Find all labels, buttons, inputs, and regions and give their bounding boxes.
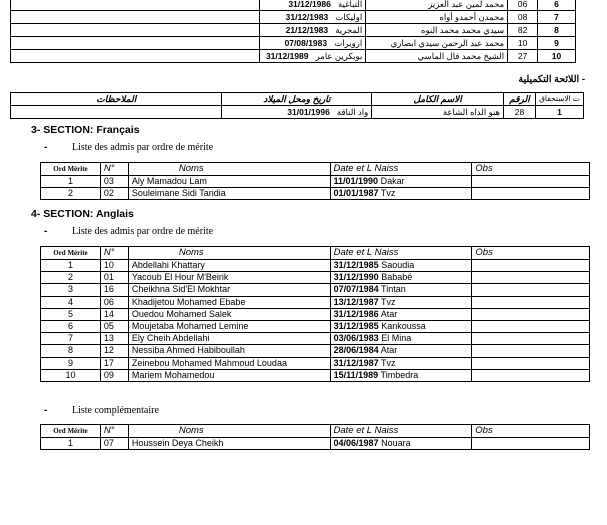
obs-cell	[472, 369, 590, 381]
birth-date: 28/06/1984	[333, 345, 379, 356]
table-row	[11, 106, 584, 119]
birth-date: 07/07/1984	[333, 284, 379, 295]
birth-cell	[222, 106, 372, 119]
birth-date: 31/12/1987	[333, 357, 379, 368]
birth-place: Tintan	[381, 284, 406, 295]
birth-date: 31/01/1996	[287, 107, 330, 117]
birth-cell	[260, 11, 366, 24]
ord-cell: 5	[41, 308, 101, 320]
name-cell: Souleimane Sidi Tandia	[128, 188, 330, 200]
num-cell: 03	[100, 176, 128, 188]
num-cell: 06	[508, 0, 538, 11]
name-cell: محمدن أحمدو أواه	[366, 11, 508, 24]
num-cell: 12	[100, 345, 128, 357]
birth-cell	[260, 0, 366, 11]
notes-cell	[11, 106, 222, 119]
table-row	[11, 50, 576, 63]
table-row	[41, 369, 590, 381]
birth-cell	[330, 272, 472, 284]
table-row	[41, 333, 590, 345]
birth-date: 31/12/1985	[333, 321, 379, 332]
table-row	[41, 260, 590, 272]
obs-cell	[472, 345, 590, 357]
ord-cell: 1	[41, 176, 101, 188]
rank-cell: 10	[538, 50, 576, 63]
table-row	[41, 272, 590, 284]
table-row	[41, 308, 590, 320]
ord-cell: 4	[41, 296, 101, 308]
birth-date: 04/06/1987	[333, 438, 379, 448]
num-cell: 82	[508, 24, 538, 37]
anglais-list-title: - Liste des admis par ordre de mérite	[44, 226, 214, 237]
header-obs: Obs	[472, 425, 590, 438]
num-cell: 08	[508, 11, 538, 24]
birth-date: 15/11/1989	[333, 369, 379, 380]
num-cell: 07	[100, 438, 128, 450]
bullet-dash: -	[44, 142, 48, 153]
num-cell: 09	[100, 369, 128, 381]
num-cell: 01	[100, 272, 128, 284]
num-cell: 14	[100, 308, 128, 320]
birth-cell	[330, 333, 472, 345]
obs-cell	[472, 308, 590, 320]
table-row	[41, 284, 590, 296]
num-cell: 02	[100, 188, 128, 200]
birth-date: 31/12/1983	[285, 12, 329, 22]
table-row	[41, 357, 590, 369]
header-name: Noms	[128, 247, 330, 260]
num-cell: 10	[100, 260, 128, 272]
birth-place: Kankoussa	[381, 321, 426, 332]
header-num: الرقم	[504, 93, 536, 106]
birth-cell	[330, 345, 472, 357]
name-cell: Aly Mamadou Lam	[128, 176, 330, 188]
birth-date: 31/12/1986	[288, 0, 331, 9]
notes-cell	[11, 11, 260, 24]
table-row	[11, 0, 576, 11]
ord-cell: 6	[41, 321, 101, 333]
table-row	[11, 37, 576, 50]
header-name: Noms	[128, 425, 330, 438]
section-anglais-title: 4- SECTION: Anglais	[31, 208, 134, 220]
birth-place: Tvz	[380, 188, 396, 199]
header-obs: Obs	[472, 247, 590, 260]
section-francais-title: 3- SECTION: Français	[31, 124, 140, 136]
birth-place: اوليكات	[335, 12, 363, 22]
notes-cell	[11, 37, 260, 50]
obs-cell	[472, 272, 590, 284]
header-birth: تاريخ ومحل الميلاد	[222, 93, 372, 106]
num-cell: 05	[100, 321, 128, 333]
num-cell: 27	[508, 50, 538, 63]
birth-cell	[330, 321, 472, 333]
name-cell: Ouedou Mohamed Salek	[128, 308, 330, 320]
birth-date: 01/01/1987	[333, 188, 379, 199]
name-cell: Abdellahi Khattary	[128, 260, 330, 272]
rank-cell: 7	[538, 11, 576, 24]
name-cell: الشيخ محمد فال الماسي	[366, 50, 508, 63]
birth-place: واد الناقة	[336, 107, 369, 117]
ord-cell: 2	[41, 272, 101, 284]
birth-place: Timbedra	[380, 369, 419, 380]
obs-cell	[472, 188, 590, 200]
birth-cell	[260, 50, 366, 63]
birth-date: 21/12/1983	[285, 25, 329, 35]
birth-date: 13/12/1987	[333, 296, 379, 307]
num-cell: 17	[100, 357, 128, 369]
rank-cell: 6	[538, 0, 576, 11]
birth-place: Saoudia	[381, 260, 415, 270]
birth-date: 07/08/1983	[284, 38, 328, 48]
ord-cell: 3	[41, 284, 101, 296]
birth-cell	[330, 296, 472, 308]
bullet-dash: -	[44, 226, 48, 237]
table-row	[41, 188, 590, 200]
anglais-complementary-title: - Liste complémentaire	[44, 405, 159, 416]
birth-cell	[260, 24, 366, 37]
num-cell: 06	[100, 296, 128, 308]
obs-cell	[472, 176, 590, 188]
header-date: Date et L Naiss	[330, 163, 472, 176]
name-cell: Cheikhna Sid'El Mokhtar	[128, 284, 330, 296]
birth-date: 31/12/1986	[333, 308, 379, 319]
header-date: Date et L Naiss	[330, 247, 472, 260]
table-row	[41, 176, 590, 188]
header-name: Noms	[128, 163, 330, 176]
bullet-dash: -	[44, 405, 48, 416]
francais-table	[40, 162, 590, 200]
header-ord: Ord Mérite	[41, 425, 101, 438]
header-merit: ت الاستحقاق	[536, 93, 584, 106]
name-cell: Yacoub El Hour M'Beirik	[128, 272, 330, 284]
birth-cell	[330, 260, 472, 272]
birth-place: ازويرات	[334, 38, 363, 48]
birth-place: Nouara	[381, 438, 411, 448]
table-row	[41, 438, 590, 450]
birth-cell	[330, 176, 472, 188]
birth-place: التباغية	[337, 0, 363, 9]
name-cell: Khadijetou Mohamed Ebabe	[128, 296, 330, 308]
birth-cell	[330, 369, 472, 381]
birth-cell	[260, 37, 366, 50]
header-ord: Ord Mérite	[41, 247, 101, 260]
obs-cell	[472, 284, 590, 296]
rank-cell: 9	[538, 37, 576, 50]
birth-place: المجرية	[335, 25, 363, 35]
name-cell: Moujetaba Mohamed Lemine	[128, 321, 330, 333]
francais-list-title: - Liste des admis par ordre de mérite	[44, 142, 214, 153]
table-row	[41, 321, 590, 333]
obs-cell	[472, 438, 590, 450]
num-cell: 16	[100, 284, 128, 296]
birth-cell	[330, 308, 472, 320]
table-row	[41, 296, 590, 308]
obs-cell	[472, 333, 590, 345]
table-row	[11, 11, 576, 24]
header-obs: Obs	[472, 163, 590, 176]
birth-place: El Mina	[381, 333, 412, 344]
obs-cell	[472, 357, 590, 369]
birth-place: Tvz	[381, 296, 396, 307]
ord-cell: 2	[41, 188, 101, 200]
birth-date: 31/12/1989	[265, 51, 309, 61]
name-cell: محمد عبد الرحمن سيدي ابصاري	[366, 37, 508, 50]
anglais-complementary-table	[40, 424, 590, 450]
header-num: N°	[100, 163, 128, 176]
ord-cell: 10	[41, 369, 101, 381]
arabic-complementary-title: - اللائحة التكميلية	[518, 74, 585, 85]
birth-cell	[330, 357, 472, 369]
birth-cell	[330, 188, 472, 200]
ord-cell: 8	[41, 345, 101, 357]
num-cell: 13	[100, 333, 128, 345]
num-cell: 28	[504, 106, 536, 119]
header-num: N°	[100, 425, 128, 438]
birth-cell	[330, 438, 472, 450]
birth-date: 11/01/1990	[333, 176, 379, 186]
birth-date: 31/12/1990	[333, 272, 379, 283]
table-row	[11, 24, 576, 37]
header-ord: Ord Mérite	[41, 163, 101, 176]
obs-cell	[472, 260, 590, 272]
birth-place: Atar	[380, 308, 398, 319]
rank-cell: 8	[538, 24, 576, 37]
name-cell: هنو الداه الشاعة	[372, 106, 504, 119]
ord-cell: 1	[41, 438, 101, 450]
ord-cell: 9	[41, 357, 101, 369]
obs-cell	[472, 296, 590, 308]
header-num: N°	[100, 247, 128, 260]
notes-cell	[11, 24, 260, 37]
notes-cell	[11, 0, 260, 11]
birth-place: Tvz	[381, 357, 396, 368]
header-notes: الملاحظات	[11, 93, 222, 106]
header-date: Date et L Naiss	[330, 425, 472, 438]
name-cell: Zeinebou Mohamed Mahmoud Loudaa	[128, 357, 330, 369]
birth-place: Dakar	[380, 176, 405, 186]
notes-cell	[11, 50, 260, 63]
obs-cell	[472, 321, 590, 333]
name-cell: Ely Cheih Abdellahi	[128, 333, 330, 345]
birth-cell	[330, 284, 472, 296]
arabic-complementary-table	[10, 92, 584, 119]
ord-cell: 7	[41, 333, 101, 345]
name-cell: Nessiba Ahmed Habiboullah	[128, 345, 330, 357]
birth-place: Atar	[380, 345, 398, 356]
arabic-admitted-table	[10, 0, 576, 63]
rank-cell: 1	[536, 106, 584, 119]
anglais-table	[40, 246, 590, 382]
name-cell: Mariem Mohamedou	[128, 369, 330, 381]
birth-date: 31/12/1985	[333, 260, 379, 270]
table-row	[41, 345, 590, 357]
birth-place: بوبكرين عامر	[315, 51, 363, 61]
ord-cell: 1	[41, 260, 101, 272]
birth-date: 03/06/1983	[333, 333, 379, 344]
name-cell: محمد لمين عبد العزيز	[366, 0, 508, 11]
birth-place: Bababé	[381, 272, 413, 283]
header-name: الاسم الكامل	[372, 93, 504, 106]
name-cell: Houssein Deya Cheikh	[128, 438, 330, 450]
num-cell: 10	[508, 37, 538, 50]
name-cell: سيدي محمد محمد النوه	[366, 24, 508, 37]
